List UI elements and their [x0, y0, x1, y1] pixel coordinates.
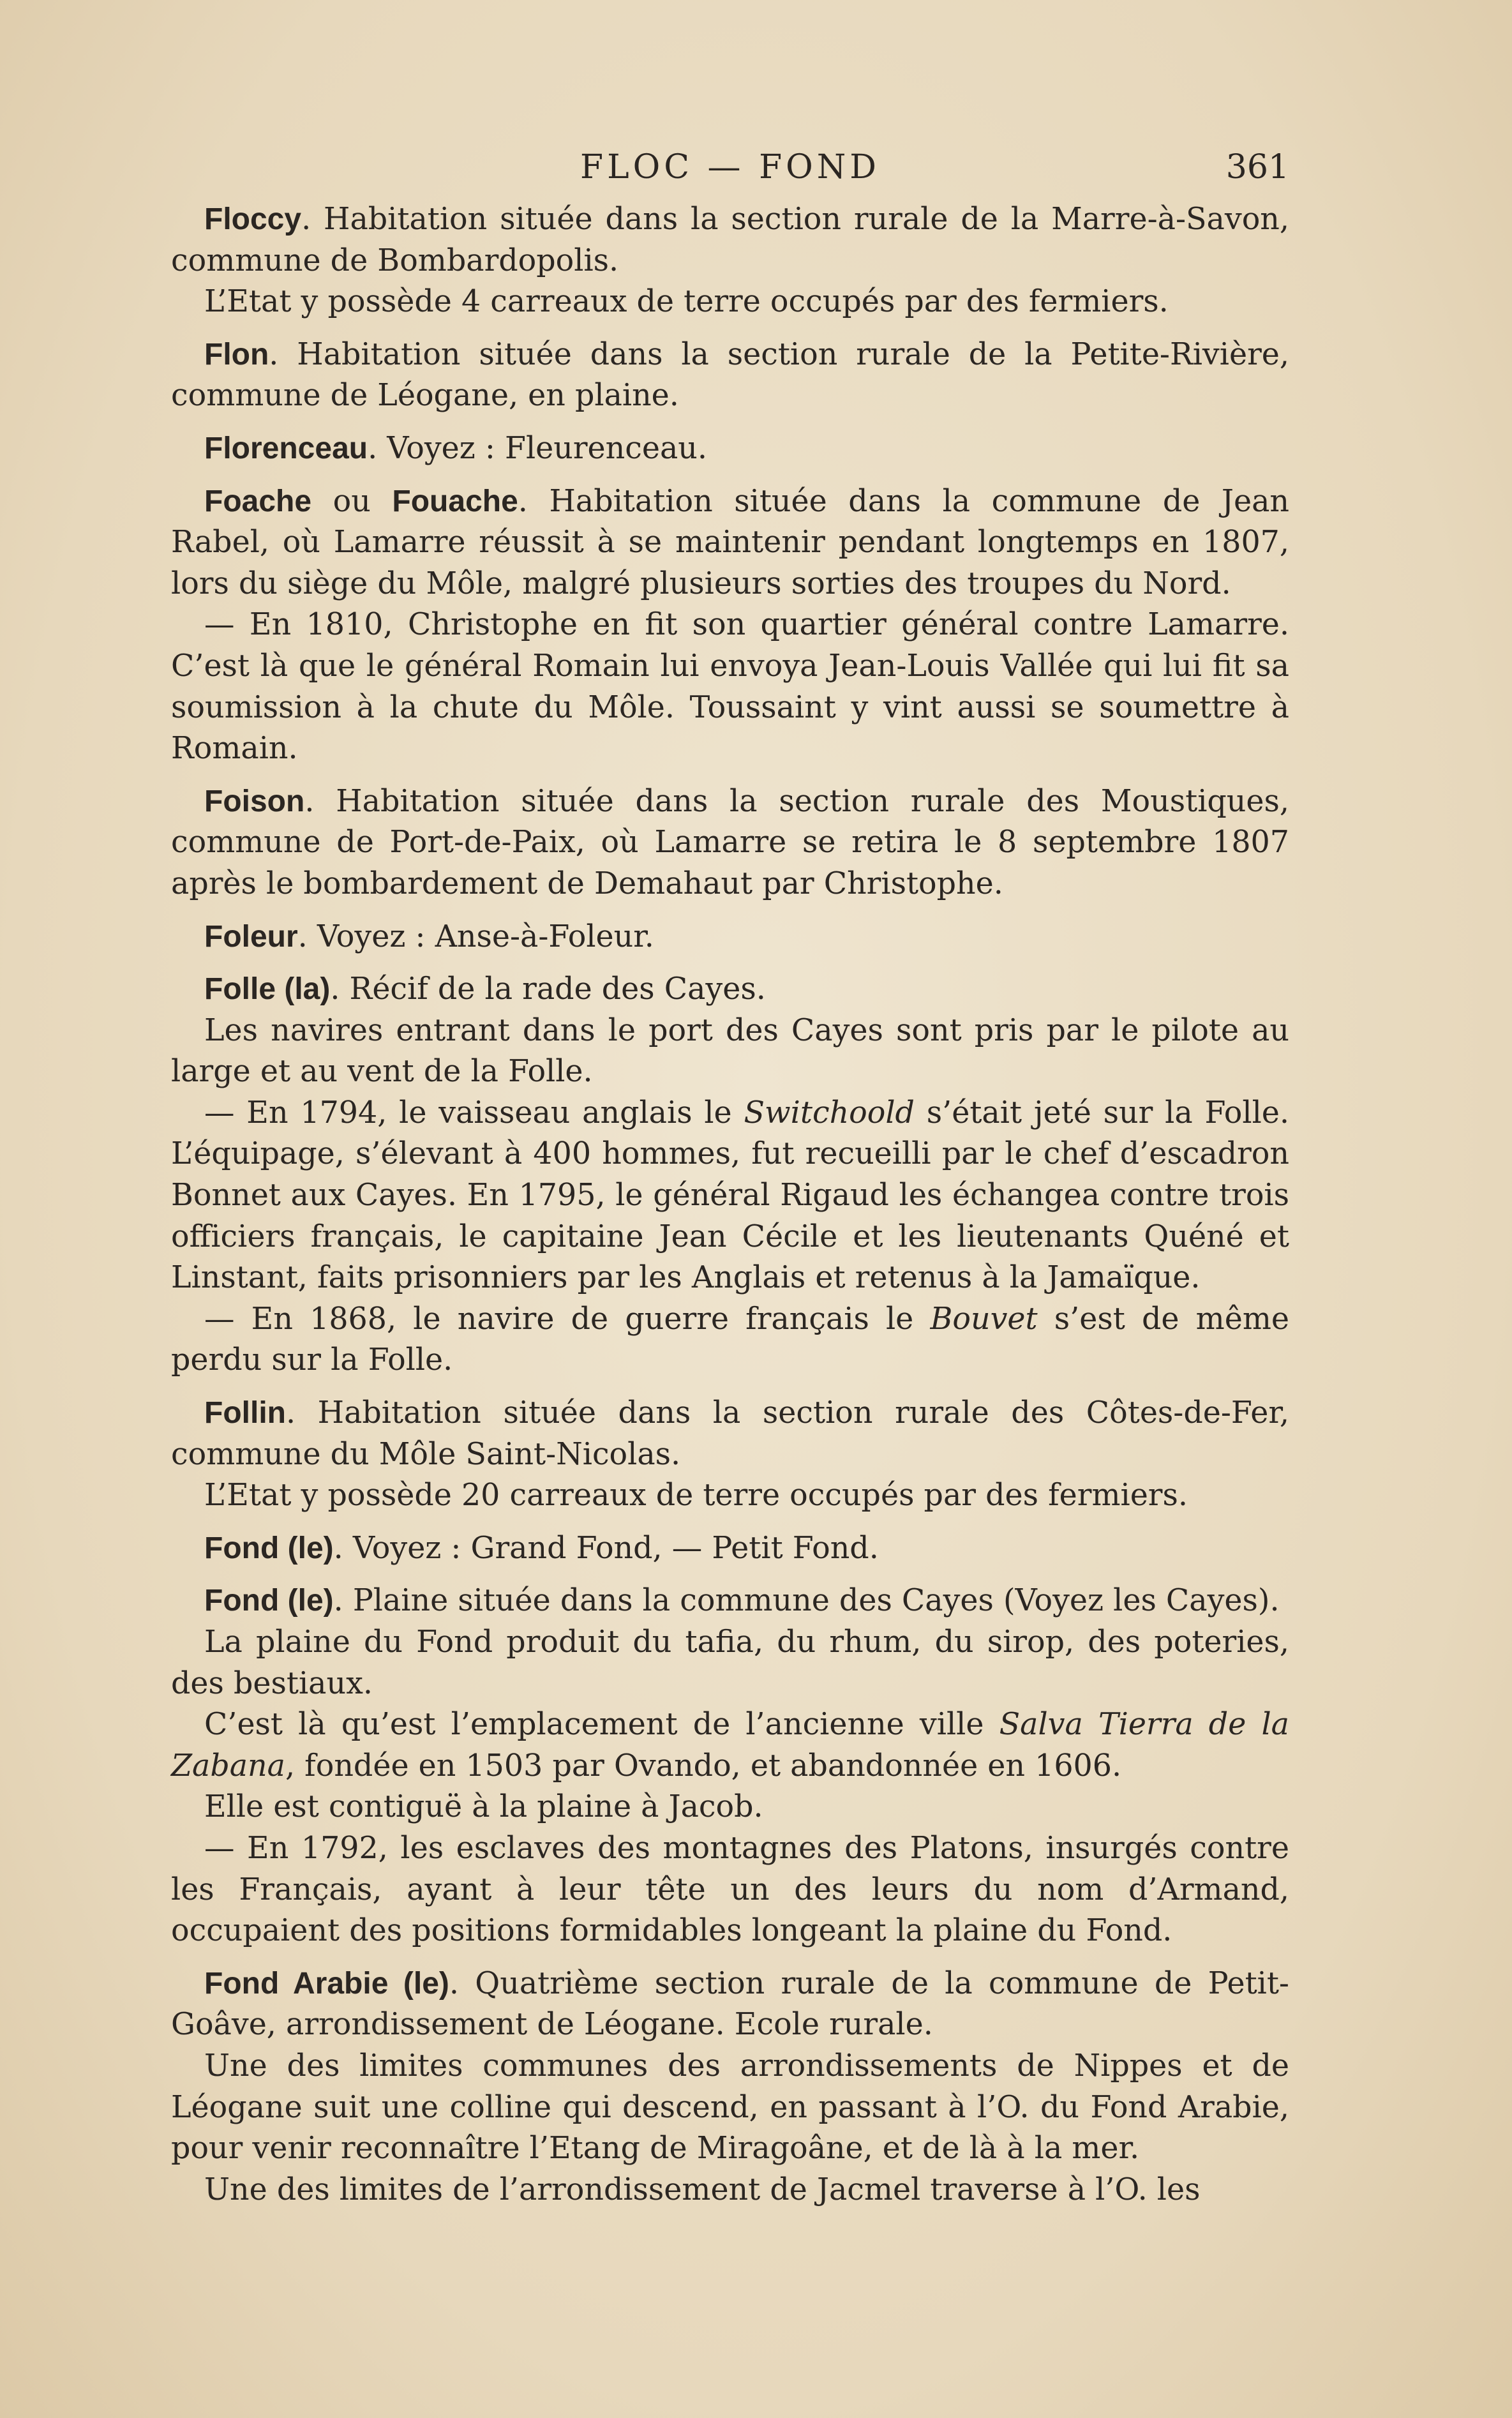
paragraph-text: C’est là qu’est l’emplacement de l’ancienne ville: [204, 1707, 999, 1743]
headword: Follin: [204, 1396, 286, 1431]
entry-fond-1: [171, 1528, 1289, 1570]
entry-foison: [171, 781, 1289, 905]
italic-title: Switchoold: [744, 1095, 915, 1130]
entry-lead-paragraph: [171, 1581, 1289, 1622]
headword: Foison: [204, 784, 305, 818]
headword: Fond Arabie: [204, 1966, 389, 2001]
dictionary-entries: [171, 199, 1289, 2222]
entry-paragraph: [171, 1093, 1289, 1299]
italic-title: Bouvet: [930, 1301, 1038, 1337]
entry-flon: [171, 334, 1289, 417]
entry-paragraph: L’Etat y possède 4 carreaux de terre occupés par des fermiers.: [204, 284, 1169, 320]
headword-connector: ou: [311, 483, 393, 519]
paragraph-text: s’était jeté sur la Folle. L’équipage, s’élevant à 400 hommes, fut recueilli par le chef d’escadron Bonnet aux Cayes. En 1795, le général Rigaud les échangea contre trois officiers français, le capitaine Jean Cécile et les lieutenants Quéné et Linstant, faits prisonniers par les Anglais et retenus à la Jamaïque.: [171, 1095, 1290, 1296]
headword-article: (le): [388, 1966, 449, 2001]
entry-lead-paragraph: [171, 334, 1289, 417]
headword: Florenceau: [204, 431, 368, 465]
headword: Fond: [204, 1584, 280, 1618]
headword: Foache: [204, 484, 312, 518]
entry-lead-paragraph: [171, 1528, 1289, 1570]
entry-definition: . Habitation située dans la commune de Jean Rabel, où Lamarre réussit à se maintenir pendant longtemps en 1807, lors du siège du Môle, malgré plusieurs sorties des troupes du Nord.: [171, 483, 1289, 601]
entry-definition: . Voyez : Grand Fond, — Petit Fond.: [333, 1530, 879, 1566]
entry-definition: . Voyez : Fleurenceau.: [368, 430, 707, 466]
entry-lead-paragraph: [171, 481, 1289, 605]
entry-paragraph: Une des limites communes des arrondissements de Nippes et de Léogane suit une colline qui descend, en passant à l’O. du Fond Arabie, pour venir reconnaître l’Etang de Miragoâne, et de là à la mer.: [171, 2048, 1289, 2166]
paragraph-text: — En 1794, le vaisseau anglais le: [204, 1095, 744, 1130]
entry-paragraph: L’Etat y possède 20 carreaux de terre occupés par des fermiers.: [204, 1478, 1188, 1513]
headword-article: (le): [279, 1531, 334, 1565]
entry-paragraph: Les navires entrant dans le port des Cayes sont pris par le pilote au large et au vent de la Folle.: [171, 1012, 1289, 1090]
entry-florenceau: [171, 428, 1289, 470]
entry-lead-paragraph: [171, 1964, 1289, 2046]
entry-lead-paragraph: [171, 917, 1289, 958]
italic-title: Salva Tierra de la Zabana: [171, 1707, 1289, 1783]
headword-article: (la): [276, 972, 331, 1007]
running-title: FLOC — FOND: [580, 148, 880, 186]
entry-paragraph: [171, 1299, 1289, 1381]
page-number: 361: [1225, 148, 1289, 186]
entry-fond-arabie: [171, 1964, 1289, 2211]
headword-article: (le): [279, 1584, 334, 1618]
headword: Foleur: [204, 919, 298, 954]
entry-definition: . Récif de la rade des Cayes.: [330, 972, 766, 1007]
entry-lead-paragraph: [171, 1393, 1289, 1475]
entry-lead-paragraph: [171, 199, 1289, 282]
entry-definition: . Habitation située dans la section rurale de la Petite-Rivière, commune de Léogane, en plaine.: [171, 336, 1289, 414]
headword-variant: Fouache: [392, 484, 518, 518]
headword: Floccy: [204, 202, 302, 236]
entry-definition: . Quatrième section rurale de la commune de Petit-Goâve, arrondissement de Léogane. Ecole rurale.: [171, 1965, 1289, 2043]
entry-floccy: [171, 199, 1289, 323]
headword: Fond: [204, 1531, 280, 1565]
entry-foleur: [171, 917, 1289, 958]
paragraph-text: , fondée en 1503 par Ovando, et abandonnée en 1606.: [285, 1748, 1122, 1783]
entry-folle: [171, 969, 1289, 1381]
headword: Flon: [204, 337, 269, 372]
entry-lead-paragraph: [171, 428, 1289, 470]
running-head: [171, 148, 1289, 186]
entry-definition: . Plaine située dans la commune des Cayes (Voyez les Cayes).: [333, 1583, 1280, 1619]
entry-definition: . Habitation située dans la section rurale des Moustiques, commune de Port-de-Paix, où Lamarre se retira le 8 septembre 1807 après le bombardement de Demahaut par Christophe.: [171, 783, 1289, 901]
entry-lead-paragraph: [171, 781, 1289, 905]
entry-follin: [171, 1393, 1289, 1517]
entry-paragraph: [171, 1704, 1289, 1787]
headword: Folle: [204, 972, 276, 1007]
entry-fond-2: [171, 1581, 1289, 1951]
entry-paragraph: Elle est contiguë à la plaine à Jacob.: [204, 1789, 763, 1825]
entry-lead-paragraph: [171, 969, 1289, 1010]
entry-foache: [171, 481, 1289, 770]
entry-definition: . Voyez : Anse-à-Foleur.: [297, 919, 654, 954]
entry-paragraph: Une des limites de l’arrondissement de Jacmel traverse à l’O. les: [204, 2172, 1201, 2207]
entry-paragraph: La plaine du Fond produit du tafia, du rhum, du sirop, des poteries, des bestiaux.: [171, 1625, 1289, 1701]
entry-definition: . Habitation située dans la section rurale de la Marre-à-Savon, commune de Bombardopolis.: [171, 202, 1289, 278]
entry-definition: . Habitation située dans la section rurale des Côtes-de-Fer, commune du Môle Saint-Nicolas.: [171, 1395, 1289, 1472]
paragraph-text: — En 1868, le navire de guerre français le: [204, 1301, 931, 1337]
entry-paragraph: — En 1810, Christophe en fit son quartier général contre Lamarre. C’est là que le général Romain lui envoya Jean-Louis Vallée qui lui fit sa soumission à la chute du Môle. Toussaint y vint aussi se soumettre à Romain.: [171, 607, 1289, 767]
paragraph-text: s’est de même perdu sur la Folle.: [171, 1301, 1289, 1378]
entry-paragraph: — En 1792, les esclaves des montagnes des Platons, insurgés contre les Français, ayant à leur tête un des leurs du nom d’Armand, occupaient des positions formidables longeant la plaine du Fond.: [171, 1830, 1289, 1949]
